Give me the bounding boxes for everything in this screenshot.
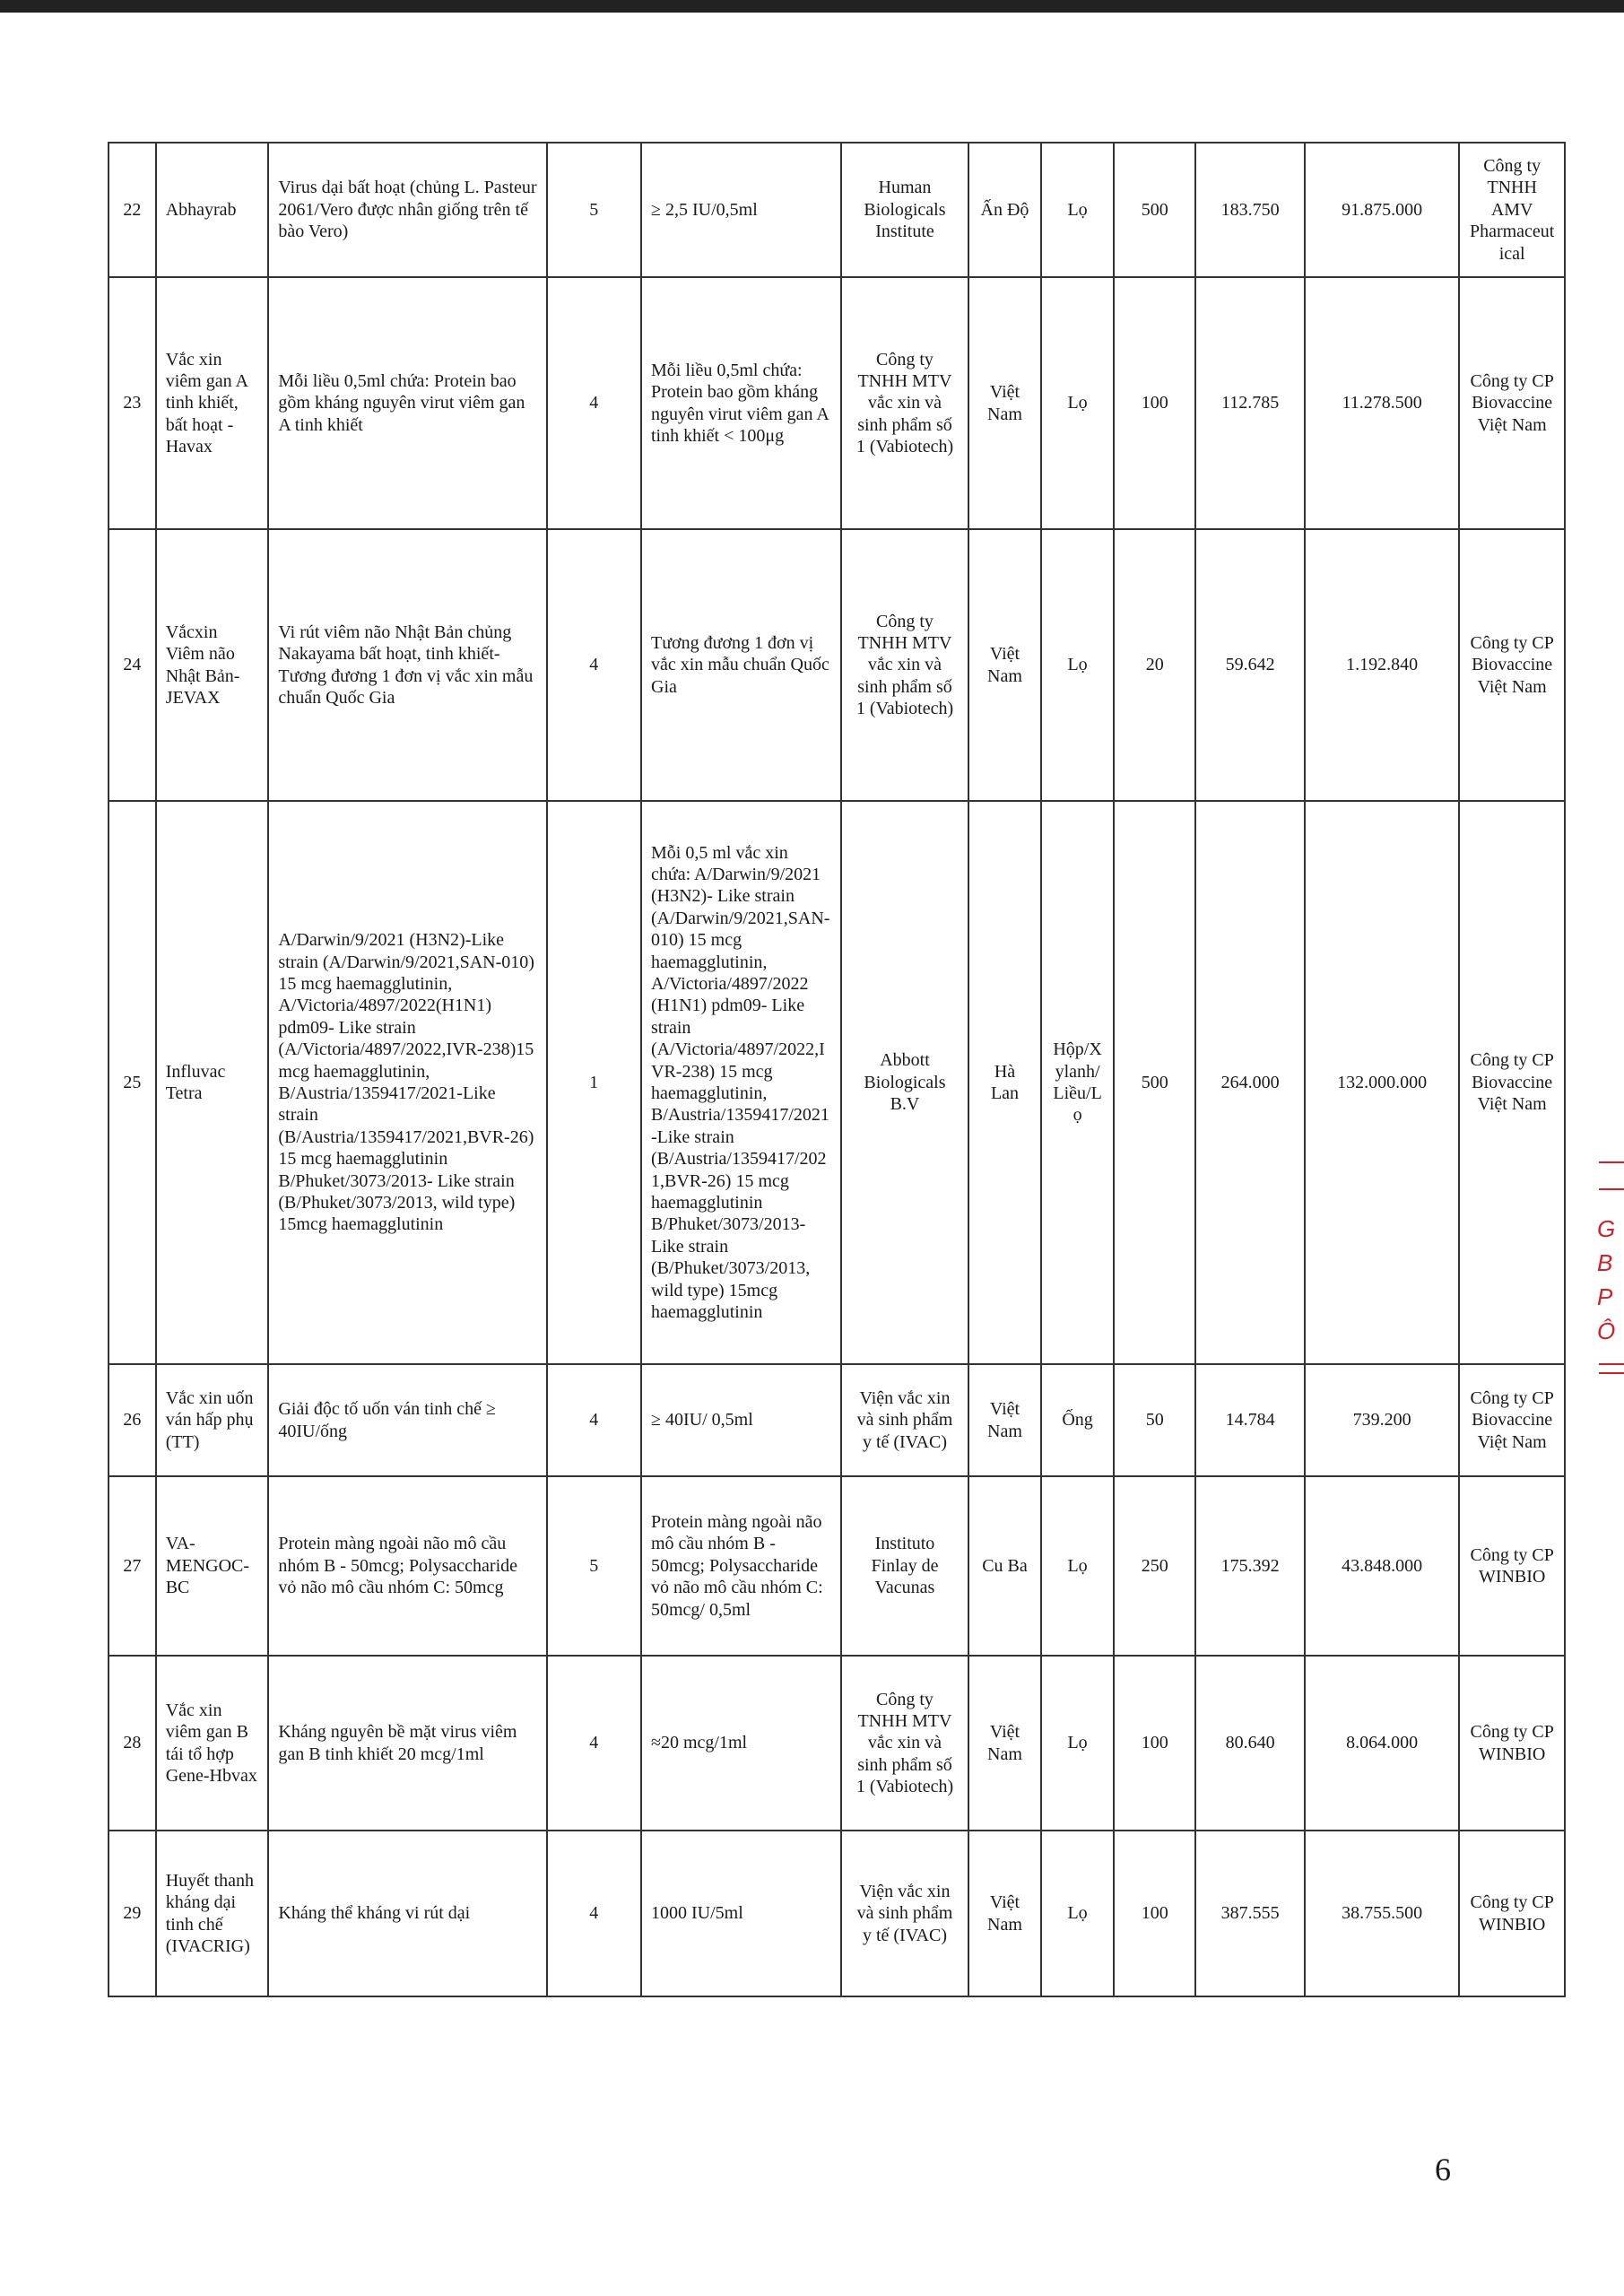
cell-name: VA-MENGOC-BC bbox=[156, 1476, 269, 1656]
cell-content: Kháng thể kháng vi rút dại bbox=[268, 1831, 546, 1996]
cell-group: 4 bbox=[547, 1656, 641, 1831]
cell-quantity: 100 bbox=[1114, 1831, 1195, 1996]
cell-stt: 28 bbox=[109, 1656, 156, 1831]
cell-content: Vi rút viêm não Nhật Bản chủng Nakayama bất hoạt, tinh khiết- Tương đương 1 đơn vị vắc xin mẫu chuẩn Quốc Gia bbox=[268, 529, 546, 801]
cell-country: Việt Nam bbox=[968, 1831, 1041, 1996]
cell-unit: Lọ bbox=[1041, 1831, 1114, 1996]
table-row bbox=[109, 1656, 1565, 1831]
cell-country: Việt Nam bbox=[968, 1656, 1041, 1831]
cell-manufacturer: Viện vắc xin và sinh phẩm y tế (IVAC) bbox=[841, 1364, 968, 1476]
cell-concentration: 1000 IU/5ml bbox=[641, 1831, 841, 1996]
page-number: 6 bbox=[1435, 2152, 1451, 2187]
cell-name: Vắcxin Viêm não Nhật Bản-JEVAX bbox=[156, 529, 269, 801]
table-row bbox=[109, 143, 1565, 277]
cell-content: A/Darwin/9/2021 (H3N2)-Like strain (A/Darwin/9/2021,SAN-010) 15 mcg haemagglutinin, A/Victoria/4897/2022(H1N1) pdm09- Like strain (A/Victoria/4897/2022,IVR-238)15 mcg haemagglutinin, B/Austria/1359417/2021-Like strain (B/Austria/1359417/2021,BVR-26) 15 mcg haemagglutinin B/Phuket/3073/2013- Like strain (B/Phuket/3073/2013, wild type) 15mcg haemagglutinin bbox=[268, 801, 546, 1364]
cell-total: 132.000.000 bbox=[1305, 801, 1459, 1364]
cell-unit: Hộp/Xylanh/Liều/Lọ bbox=[1041, 801, 1114, 1364]
cell-group: 5 bbox=[547, 143, 641, 277]
cell-winner: Công ty CP WINBIO bbox=[1459, 1656, 1565, 1831]
cell-manufacturer: Human Biologicals Institute bbox=[841, 143, 968, 277]
table-row bbox=[109, 1476, 1565, 1656]
cell-quantity: 250 bbox=[1114, 1476, 1195, 1656]
cell-concentration: Protein màng ngoài não mô cầu nhóm B - 50mcg; Polysaccharide vỏ não mô cầu nhóm C: 50mcg/ 0,5ml bbox=[641, 1476, 841, 1656]
cell-manufacturer: Công ty TNHH MTV vắc xin và sinh phẩm số 1 (Vabiotech) bbox=[841, 529, 968, 801]
cell-unit: Ống bbox=[1041, 1364, 1114, 1476]
table-row bbox=[109, 529, 1565, 801]
cell-concentration: Mỗi 0,5 ml vắc xin chứa: A/Darwin/9/2021 (H3N2)- Like strain (A/Darwin/9/2021,SAN-010) 15 mcg haemagglutinin, A/Victoria/4897/2022 (H1N1) pdm09- Like strain (A/Victoria/4897/2022,IVR-238) 15 mcg haemagglutinin, B/Austria/1359417/2021-Like strain (B/Austria/1359417/2021,BVR-26) 15 mcg haemagglutinin B/Phuket/3073/2013-Like strain (B/Phuket/3073/2013, wild type) 15mcg haemagglutinin bbox=[641, 801, 841, 1364]
cell-country: Việt Nam bbox=[968, 1364, 1041, 1476]
cell-unit: Lọ bbox=[1041, 1476, 1114, 1656]
cell-total: 91.875.000 bbox=[1305, 143, 1459, 277]
cell-stt: 25 bbox=[109, 801, 156, 1364]
cell-unit-price: 387.555 bbox=[1195, 1831, 1305, 1996]
cell-winner: Công ty TNHH AMV Pharmaceutical bbox=[1459, 143, 1565, 277]
cell-quantity: 50 bbox=[1114, 1364, 1195, 1476]
cell-content: Mỗi liều 0,5ml chứa: Protein bao gồm kháng nguyên virut viêm gan A tinh khiết bbox=[268, 277, 546, 529]
cell-stt: 29 bbox=[109, 1831, 156, 1996]
cell-total: 739.200 bbox=[1305, 1364, 1459, 1476]
cell-name: Vắc xin viêm gan A tinh khiết, bất hoạt - Havax bbox=[156, 277, 269, 529]
cell-concentration: ≈20 mcg/1ml bbox=[641, 1656, 841, 1831]
cell-stt: 23 bbox=[109, 277, 156, 529]
cell-unit-price: 14.784 bbox=[1195, 1364, 1305, 1476]
cell-content: Protein màng ngoài não mô cầu nhóm B - 50mcg; Polysaccharide vỏ não mô cầu nhóm C: 50mcg bbox=[268, 1476, 546, 1656]
cell-unit: Lọ bbox=[1041, 529, 1114, 801]
cell-group: 5 bbox=[547, 1476, 641, 1656]
cell-name: Influvac Tetra bbox=[156, 801, 269, 1364]
cell-stt: 24 bbox=[109, 529, 156, 801]
cell-country: Ấn Độ bbox=[968, 143, 1041, 277]
cell-group: 1 bbox=[547, 801, 641, 1364]
cell-country: Hà Lan bbox=[968, 801, 1041, 1364]
cell-winner: Công ty CP WINBIO bbox=[1459, 1476, 1565, 1656]
cell-concentration: Mỗi liều 0,5ml chứa: Protein bao gồm kháng nguyên virut viêm gan A tinh khiết < 100μg bbox=[641, 277, 841, 529]
cell-country: Cu Ba bbox=[968, 1476, 1041, 1656]
cell-total: 38.755.500 bbox=[1305, 1831, 1459, 1996]
table-row bbox=[109, 1831, 1565, 1996]
cell-manufacturer: Viện vắc xin và sinh phẩm y tế (IVAC) bbox=[841, 1831, 968, 1996]
cell-total: 11.278.500 bbox=[1305, 277, 1459, 529]
cell-country: Việt Nam bbox=[968, 277, 1041, 529]
cell-unit-price: 175.392 bbox=[1195, 1476, 1305, 1656]
cell-content: Kháng nguyên bề mặt virus viêm gan B tinh khiết 20 mcg/1ml bbox=[268, 1656, 546, 1831]
cell-stt: 22 bbox=[109, 143, 156, 277]
cell-total: 1.192.840 bbox=[1305, 529, 1459, 801]
cell-winner: Công ty CP Biovaccine Việt Nam bbox=[1459, 1364, 1565, 1476]
vaccine-bid-table bbox=[108, 142, 1566, 1997]
cell-content: Virus dại bất hoạt (chủng L. Pasteur 2061/Vero được nhân giống trên tế bào Vero) bbox=[268, 143, 546, 277]
cell-unit-price: 59.642 bbox=[1195, 529, 1305, 801]
cell-quantity: 100 bbox=[1114, 1656, 1195, 1831]
cell-winner: Công ty CP WINBIO bbox=[1459, 1831, 1565, 1996]
cell-content: Giải độc tố uốn ván tinh chế ≥ 40IU/ống bbox=[268, 1364, 546, 1476]
cell-unit-price: 80.640 bbox=[1195, 1656, 1305, 1831]
cell-quantity: 500 bbox=[1114, 801, 1195, 1364]
cell-group: 4 bbox=[547, 277, 641, 529]
cell-concentration: ≥ 40IU/ 0,5ml bbox=[641, 1364, 841, 1476]
table-row bbox=[109, 1364, 1565, 1476]
cell-quantity: 20 bbox=[1114, 529, 1195, 801]
cell-winner: Công ty CP Biovaccine Việt Nam bbox=[1459, 277, 1565, 529]
red-stamp-fragment: G B P Ô bbox=[1592, 1152, 1624, 1386]
cell-manufacturer: Instituto Finlay de Vacunas bbox=[841, 1476, 968, 1656]
cell-unit: Lọ bbox=[1041, 1656, 1114, 1831]
cell-concentration: Tương đương 1 đơn vị vắc xin mẫu chuẩn Quốc Gia bbox=[641, 529, 841, 801]
cell-winner: Công ty CP Biovaccine Việt Nam bbox=[1459, 529, 1565, 801]
cell-unit-price: 183.750 bbox=[1195, 143, 1305, 277]
cell-manufacturer: Công ty TNHH MTV vắc xin và sinh phẩm số 1 (Vabiotech) bbox=[841, 277, 968, 529]
cell-country: Việt Nam bbox=[968, 529, 1041, 801]
cell-manufacturer: Công ty TNHH MTV vắc xin và sinh phẩm số 1 (Vabiotech) bbox=[841, 1656, 968, 1831]
cell-group: 4 bbox=[547, 1831, 641, 1996]
cell-stt: 26 bbox=[109, 1364, 156, 1476]
cell-winner: Công ty CP Biovaccine Việt Nam bbox=[1459, 801, 1565, 1364]
cell-quantity: 500 bbox=[1114, 143, 1195, 277]
cell-unit-price: 112.785 bbox=[1195, 277, 1305, 529]
scan-top-edge bbox=[0, 0, 1624, 13]
cell-manufacturer: Abbott Biologicals B.V bbox=[841, 801, 968, 1364]
cell-name: Huyết thanh kháng dại tinh chế (IVACRIG) bbox=[156, 1831, 269, 1996]
cell-group: 4 bbox=[547, 529, 641, 801]
cell-name: Vắc xin viêm gan B tái tổ hợp Gene-Hbvax bbox=[156, 1656, 269, 1831]
cell-name: Vắc xin uốn ván hấp phụ (TT) bbox=[156, 1364, 269, 1476]
table-row bbox=[109, 801, 1565, 1364]
cell-group: 4 bbox=[547, 1364, 641, 1476]
cell-unit: Lọ bbox=[1041, 143, 1114, 277]
cell-unit: Lọ bbox=[1041, 277, 1114, 529]
cell-name: Abhayrab bbox=[156, 143, 269, 277]
table-row bbox=[109, 277, 1565, 529]
cell-total: 8.064.000 bbox=[1305, 1656, 1459, 1831]
cell-stt: 27 bbox=[109, 1476, 156, 1656]
cell-concentration: ≥ 2,5 IU/0,5ml bbox=[641, 143, 841, 277]
cell-quantity: 100 bbox=[1114, 277, 1195, 529]
cell-unit-price: 264.000 bbox=[1195, 801, 1305, 1364]
cell-total: 43.848.000 bbox=[1305, 1476, 1459, 1656]
